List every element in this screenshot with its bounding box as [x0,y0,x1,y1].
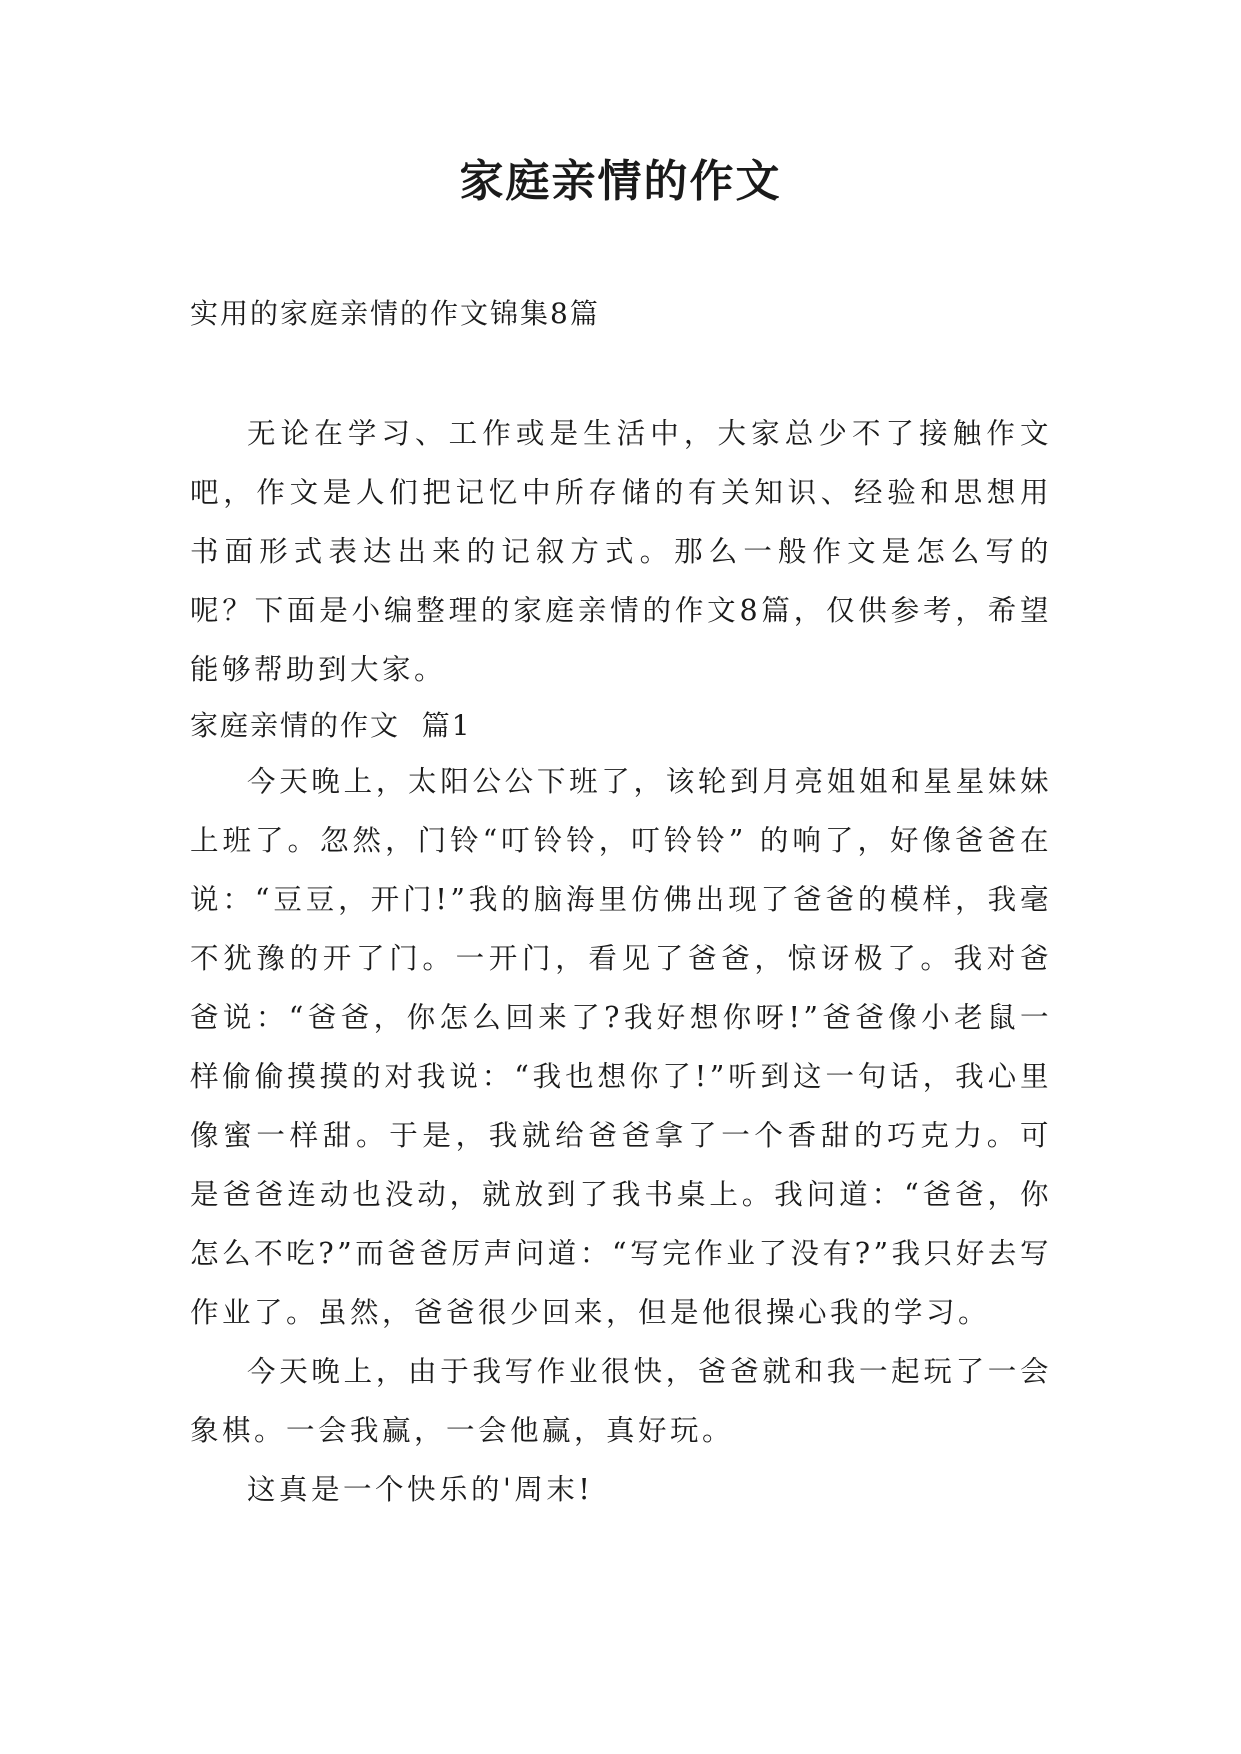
body-paragraph-3: 这真是一个快乐的'周末! [247,1473,594,1506]
document-body [190,404,1052,1519]
document-title: 家庭亲情的作文 [459,156,782,207]
body-paragraph-2: 今天晚上，由于我写作业很快，爸爸就和我一起玩了一会象棋。一会我赢，一会他赢，真好玩。 [190,1355,1052,1447]
intro-paragraph: 无论在学习、工作或是生活中，大家总少不了接触作文吧，作文是人们把记忆中所存储的有关知识、经验和思想用书面形式表达出来的记叙方式。那么一般作文是怎么写的呢？下面是小编整理的家庭亲情的作文8篇，仅供参考，希望能够帮助到大家。 [190,417,1052,686]
section-heading: 家庭亲情的作文 篇1 [190,709,472,742]
document-subtitle: 实用的家庭亲情的作文锦集8篇 [190,297,600,330]
body-paragraph-1: 今天晚上，太阳公公下班了，该轮到月亮姐姐和星星妹妹上班了。忽然，门铃“叮铃铃，叮铃铃” 的响了，好像爸爸在说：“豆豆，开门!”我的脑海里仿佛出现了爸爸的模样，我毫不犹豫的开了门。一开门，看见了爸爸，惊讶极了。我对爸爸说：“爸爸，你怎么回来了?我好想你呀!”爸爸像小老鼠一样偷偷摸摸的对我说：“我也想你了!”听到这一句话，我心里像蜜一样甜。于是，我就给爸爸拿了一个香甜的巧克力。可是爸爸连动也没动，就放到了我书桌上。我问道：“爸爸，你怎么不吃?”而爸爸厉声问道：“写完作业了没有?”我只好去写作业了。虽然，爸爸很少回来，但是他很操心我的学习。 [190,765,1052,1329]
